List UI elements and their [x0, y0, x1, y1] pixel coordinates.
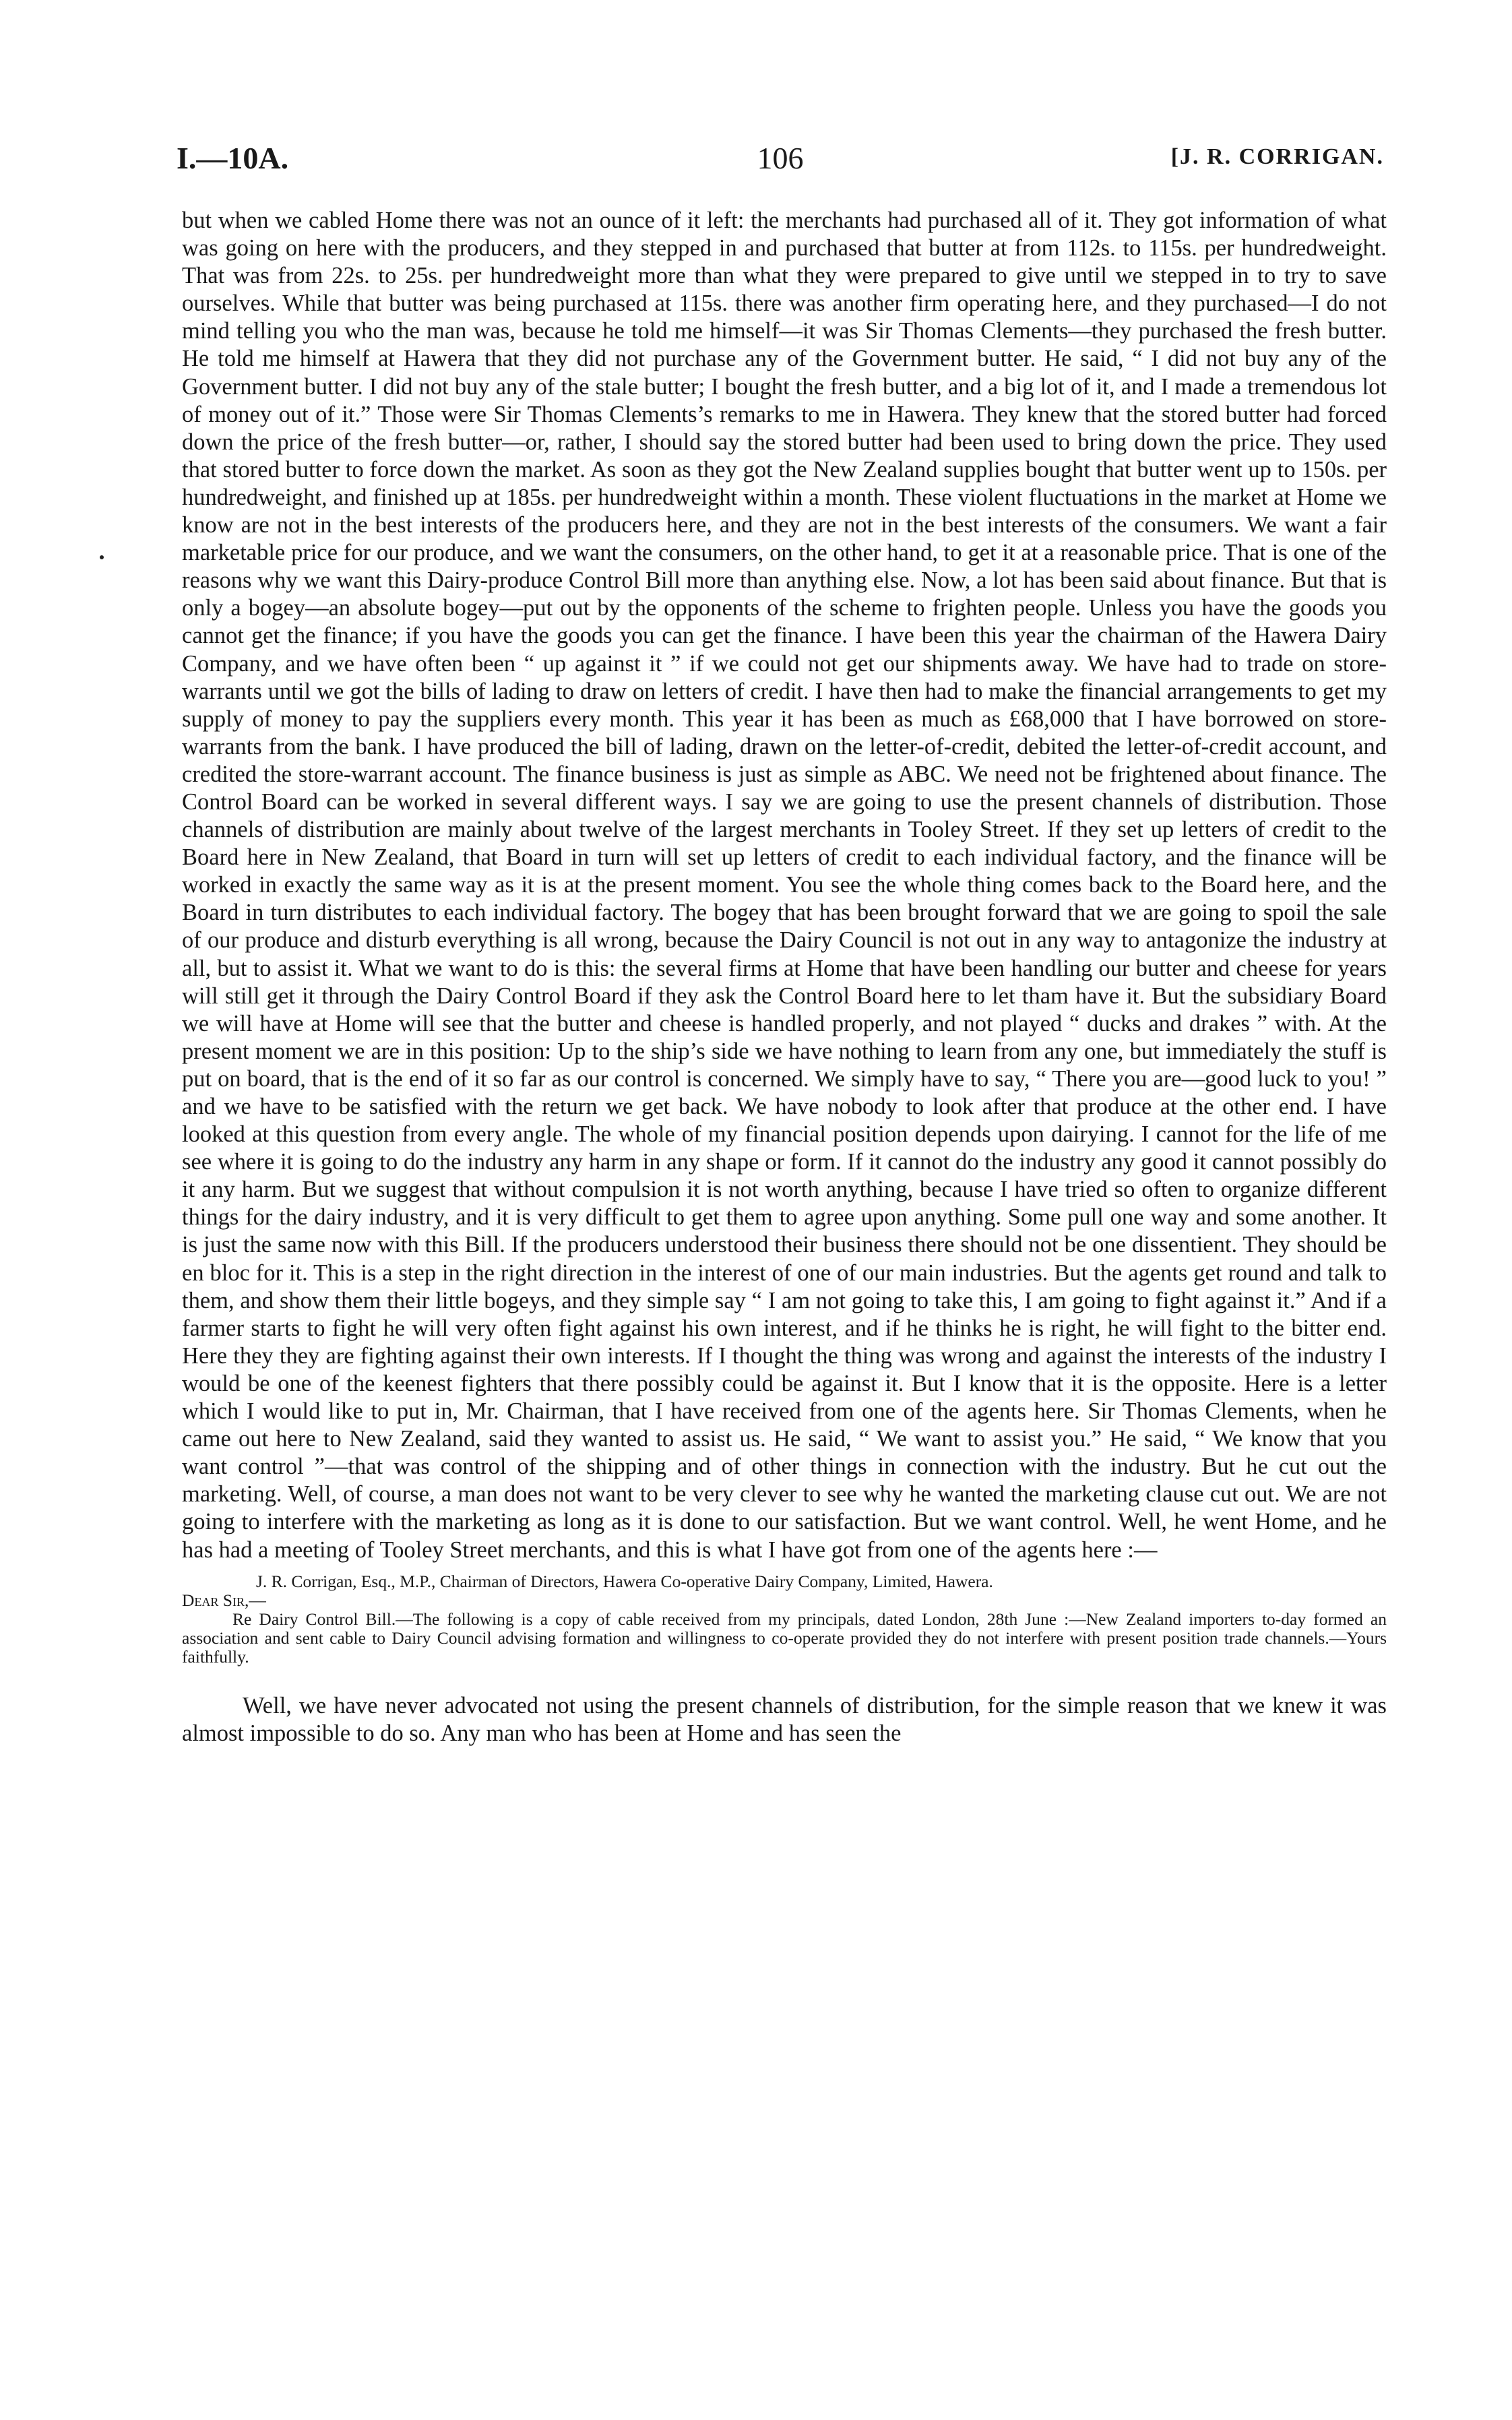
document-body: [182, 207, 1387, 1771]
letter-salutation: Dear Sir,—: [182, 1590, 266, 1610]
main-paragraph: but when we cabled Home there was not an ounce of it left: the merchants had purchased all of it. They got information of what was going on here with the producers, and they stepped in and purchased that butter at from 112s. to 115s. per hundredweight. That was from 22s. to 25s. per hundredweight more than what they were prepared to give until we stepped in to try to save ourselves. While that butter was being purchased at 115s. there was another firm operating here, and they purchased—I do not mind telling you who the man was, because he told me himself—it was Sir Thomas Clements—they purchased the fresh butter. He told me himself at Hawera that they did not purchase any of the Government butter. He said, “ I did not buy any of the Government butter. I did not buy any of the stale butter; I bought the fresh butter, and a big lot of it, and I made a tremendous lot of money out of it.” Those were Sir Thomas Clements’s remarks to me in Hawera. They knew that the stored butter had forced down the price of the fresh butter—or, rather, I should say the stored butter had been used to bring down the price. They used that stored butter to force down the market. As soon as they got the New Zealand supplies bought that butter went up to 150s. per hundredweight, and finished up at 185s. per hundredweight within a month. These violent fluctuations in the market at Home we know are not in the best interests of the producers here, and they are not in the best interests of the consumers. We want a fair marketable price for our produce, and we want the consumers, on the other hand, to get it at a reasonable price. That is one of the reasons why we want this Dairy-produce Control Bill more than anything else. Now, a lot has been said about finance. But that is only a bogey—an absolute bogey—put out by the opponents of the scheme to frighten people. Unless you have the goods you cannot get the finance; if you have the goods you can get the finance. I have been this year the chairman of the Hawera Dairy Company, and we have often been “ up against it ” if we could not get our shipments away. We have had to trade on store-warrants until we got the bills of lading to draw on letters of credit. I have then had to make the financial arrangements to get my supply of money to pay the suppliers every month. This year it has been as much as £68,000 that I have borrowed on store-warrants from the bank. I have produced the bill of lading, drawn on the letter-of-credit, debited the letter-of-credit account, and credited the store-warrant account. The finance business is just as simple as ABC. We need not be frightened about finance. The Control Board can be worked in several different ways. I say we are going to use the present channels of distribution. Those channels of distribution are mainly about twelve of the largest merchants in Tooley Street. If they set up letters of credit to the Board here in New Zealand, that Board in turn will set up letters of credit to each individual factory, and the finance will be worked in exactly the same way as it is at the present moment. You see the whole thing comes back to the Board here, and the Board in turn distributes to each individual factory. The bogey that has been brought forward that we are going to spoil the sale of our produce and disturb everything is all wrong, because the Dairy Council is not out in any way to antagonize the industry at all, but to assist it. What we want to do is this: the several firms at Home that have been handling our butter and cheese for years will still get it through the Dairy Control Board if they ask the Control Board here to let tham have it. But the subsidiary Board we will have at Home will see that the butter and cheese is handled properly, and not played “ ducks and drakes ” with. At the present moment we are in this position: Up to the ship’s side we have nothing to learn from any one, but immediately the stuff is put on board, that is the end of it so far as our control is concerned. We simply have to say, “ There you are—good luck to you! ” and we have to be satisfied with the return we get back. We have nobody to look after that produce at the other end. I have looked at this question from every angle. The whole of my financial position depends upon dairying. I cannot for the life of me see where it is going to do the industry any harm in any shape or form. If it cannot do the industry any good it cannot possibly do it any harm. But we suggest that without compulsion it is not worth anything, because I have tried so often to organize different things for the dairy industry, and it is very difficult to get them to agree upon anything. Some pull one way and some another. It is just the same now with this Bill. If the producers understood their business there should not be one dissentient. They should be en bloc for it. This is a step in the right direction in the interest of one of our main industries. But the agents get round and talk to them, and show them their little bogeys, and they simple say “ I am not going to take this, I am going to fight against it.” And if a farmer starts to fight he will very often fight against his own interest, and if he thinks he is right, he will fight to the bitter end. Here they they are fighting against their own interests. If I thought the thing was wrong and against the interests of the industry I would be one of the keenest fighters that there possibly could be against it. But I know that it is the opposite. Here is a letter which I would like to put in, Mr. Chairman, that I have received from one of the agents here. Sir Thomas Clements, when he came out here to New Zealand, said they wanted to assist us. He said, “ We want to assist you.” He said, “ We know that you want control ”—that was control of the shipping and of other things in connection with the industry. But he cut out the marketing. Well, of course, a man does not want to be very clever to see why he wanted the marketing clause cut out. We are not going to interfere with the marketing as long as it is done to our satisfaction. But we want control. Well, he went Home, and he has had a meeting of Tooley Street merchants, and this is what I have got from one of the agents here :—: [182, 208, 1387, 1563]
paper-reference: I.—10A.: [177, 141, 289, 175]
closing-paragraph: Well, we have never advocated not using the present channels of distribution, for the simple reason that we knew it was almost impossible to do so. Any man who has been at Home and has seen the: [182, 1692, 1387, 1747]
speaker-name: [J. R. CORRIGAN.: [1170, 144, 1384, 169]
letter-address: J. R. Corrigan, Esq., M.P., Chairman of Directors, Hawera Co-operative Dairy Company, Limited, Hawera.: [256, 1571, 993, 1591]
margin-mark: [100, 555, 104, 559]
page-header: [177, 140, 1384, 181]
letter-body: Re Dairy Control Bill.—The following is a copy of cable received from my principals, dated London, 28th June :—New Zealand importers to-day formed an association and sent cable to Dairy Council advising formation and willingness to co-operate provided they do not interfere with present position trade channels.—Yours faithfully.: [182, 1609, 1387, 1667]
quoted-letter: [182, 1572, 1387, 1667]
page-number: 106: [757, 141, 804, 175]
